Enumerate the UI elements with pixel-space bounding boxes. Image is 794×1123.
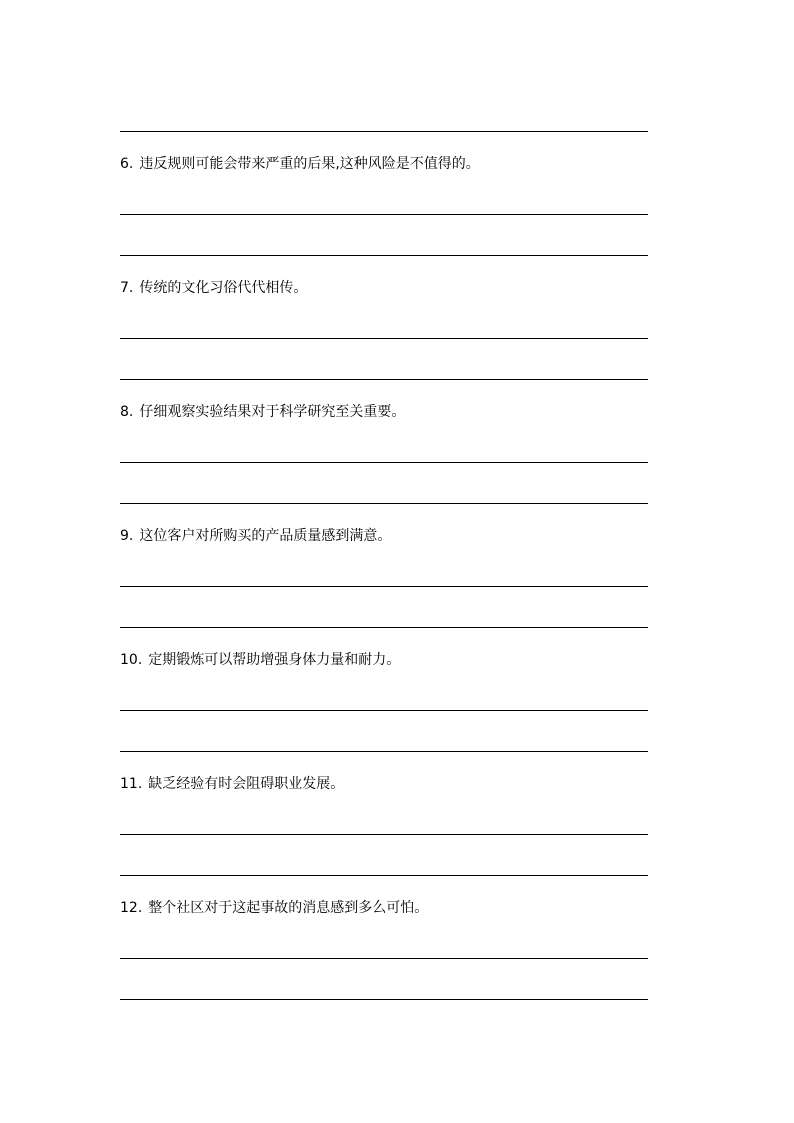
question-number: 12. xyxy=(120,900,143,916)
question-text: 这位客户对所购买的产品质量感到满意。 xyxy=(139,528,392,544)
question-text: 定期锻炼可以帮助增强身体力量和耐力。 xyxy=(148,652,401,668)
question-text: 违反规则可能会带来严重的后果,这种风险是不值得的。 xyxy=(139,156,480,172)
answer-line xyxy=(120,586,648,587)
answer-line xyxy=(120,875,648,876)
question-text: 缺乏经验有时会阻碍职业发展。 xyxy=(148,776,345,792)
answer-line xyxy=(120,379,648,380)
question-9 xyxy=(120,527,648,545)
answer-line xyxy=(120,999,648,1000)
answer-line xyxy=(120,627,648,628)
answer-line xyxy=(120,462,648,463)
question-11 xyxy=(120,775,648,793)
question-text: 仔细观察实验结果对于科学研究至关重要。 xyxy=(139,404,406,420)
answer-line xyxy=(120,214,648,215)
question-number: 7. xyxy=(120,280,134,296)
answer-line xyxy=(120,131,648,132)
answer-line xyxy=(120,338,648,339)
question-7 xyxy=(120,279,648,297)
question-8 xyxy=(120,403,648,421)
question-text: 传统的文化习俗代代相传。 xyxy=(139,280,308,296)
question-number: 10. xyxy=(120,652,143,668)
question-number: 8. xyxy=(120,404,134,420)
answer-line xyxy=(120,834,648,835)
question-text: 整个社区对于这起事故的消息感到多么可怕。 xyxy=(148,900,429,916)
question-12 xyxy=(120,899,648,917)
answer-line xyxy=(120,503,648,504)
answer-line xyxy=(120,751,648,752)
answer-line xyxy=(120,710,648,711)
question-6 xyxy=(120,155,648,173)
question-number: 9. xyxy=(120,528,134,544)
question-number: 6. xyxy=(120,156,134,172)
answer-line xyxy=(120,958,648,959)
worksheet xyxy=(120,0,648,1123)
answer-line xyxy=(120,255,648,256)
question-number: 11. xyxy=(120,776,143,792)
question-10 xyxy=(120,651,648,669)
